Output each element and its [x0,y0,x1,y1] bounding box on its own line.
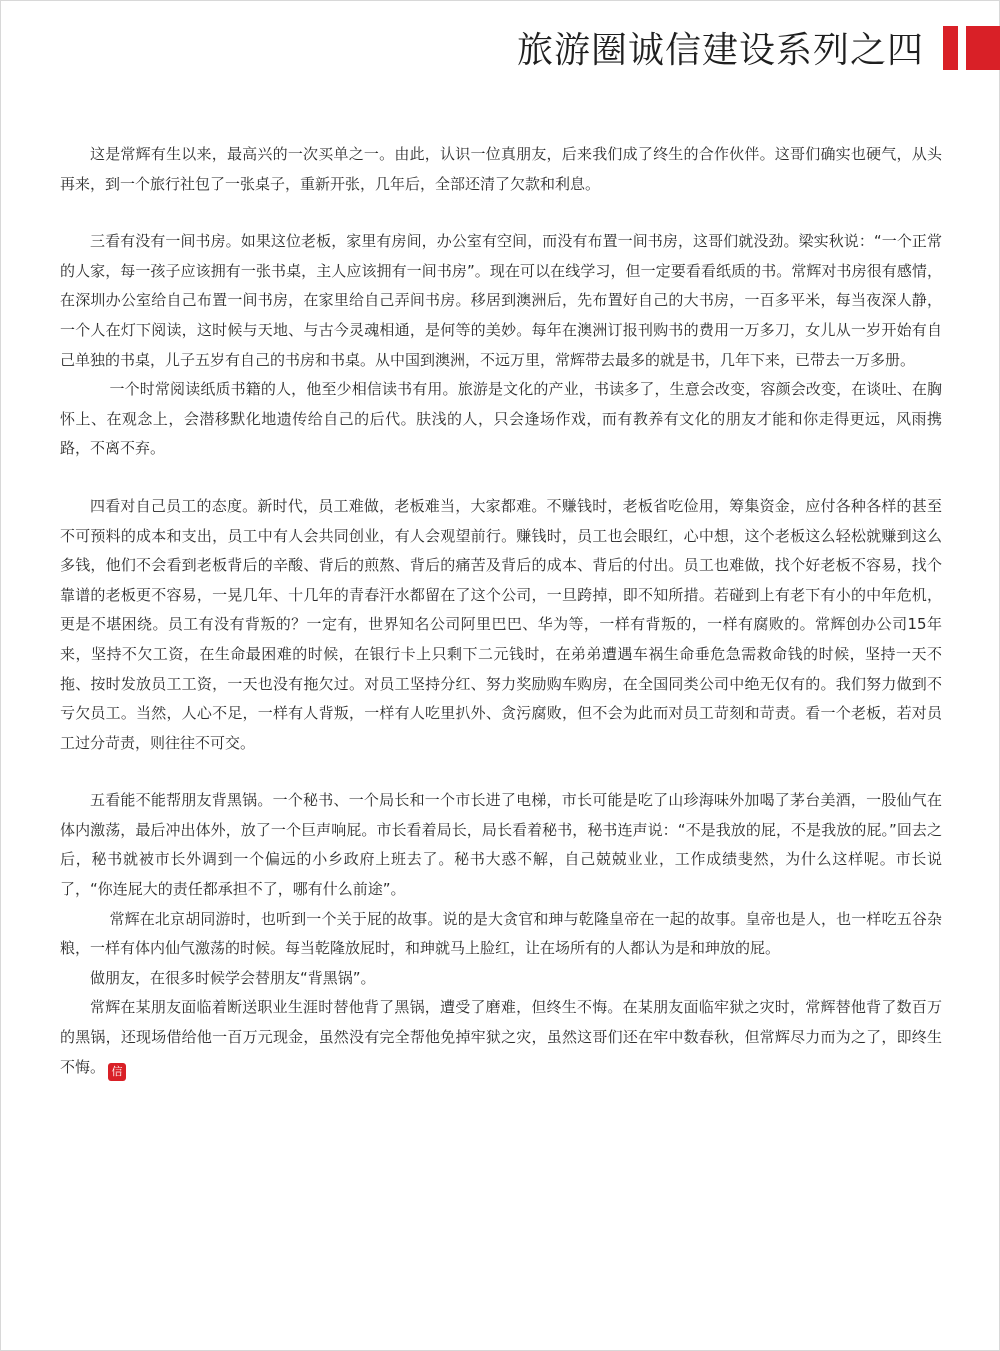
paragraph-study-room: 三看有没有一间书房。如果这位老板，家里有房间，办公室有空间，而没有布置一间书房，这哥们就没劲。梁实秋说：“一个正常的人家，每一孩子应该拥有一张书桌，主人应该拥有一间书房”。现在可以在线学习，但一定要看看纸质的书。常辉对书房很有感情，在深圳办公室给自己布置一间书房，在家里给自己弄间书房。移居到澳洲后，先布置好自己的大书房，一百多平米，每当夜深人静，一个人在灯下阅读，这时候与天地、与古今灵魂相通，是何等的美妙。每年在澳洲订报刊购书的费用一万多刀，女儿从一岁开始有自己单独的书桌，儿子五岁有自己的书房和书桌。从中国到澳洲，不远万里，常辉带去最多的就是书，几年下来，已带去一万多册。 [60,232,942,369]
paragraph-buy-the-bill: 这是常辉有生以来，最高兴的一次买单之一。由此，认识一位真朋友，后来我们成了终生的合作伙伴。这哥们确实也硬气，从头再来，到一个旅行社包了一张桌子，重新开张，几年后，全部还清了欠款和利息。 [60,145,942,193]
paragraph-hutong-story: 常辉在北京胡同游时，也听到一个关于屁的故事。说的是大贪官和珅与乾隆皇帝在一起的故事。皇帝也是人，也一样吃五谷杂粮，一样有体内仙气激荡的时候。每当乾隆放屁时，和珅就马上脸红，让在场所有的人都认为是和珅放的屁。 [60,909,942,958]
paragraph-gap [60,199,942,227]
paragraph-gap [60,464,942,492]
header-accent-bar [943,26,958,70]
paragraph-staff-attitude: 四看对自己员工的态度。新时代，员工难做，老板难当，大家都难。不赚钱时，老板省吃俭用，筹集资金，应付各种各样的甚至不可预料的成本和支出，员工中有人会共同创业，有人会观望前行。赚钱时，员工也会眼红，心中想，这个老板这么轻松就赚到这么多钱，他们不会看到老板背后的辛酸、背后的煎熬、背后的痛苦及背后的成本、背后的付出。员工也难做，找个好老板不容易，找个靠谱的老板更不容易，一晃几年、十几年的青春汗水都留在了这个公司，一旦跨掉，即不知所措。若碰到上有老下有小的中年危机，更是不堪困绕。员工有没有背叛的？一定有，世界知名公司阿里巴巴、华为等，一样有背叛的，一样有腐败的。常辉创办公司15年来，坚持不欠工资，在生命最困难的时候，在银行卡上只剩下二元钱时，在弟弟遭遇车祸生命垂危急需救命钱的时候，坚持一天不拖、按时发放员工工资，一天也没有拖欠过。对员工坚持分红、努力奖励购车购房，在全国同类公司中绝无仅有的。我们努力做到不亏欠员工。当然，人心不足，一样有人背叛，一样有人吃里扒外、贪污腐败，但不会为此而对员工苛刻和苛责。看一个老板，若对员工过分苛责，则往往不可交。 [60,496,942,752]
article-body [60,140,942,1082]
paragraph-take-blame: 五看能不能帮朋友背黑锅。一个秘书、一个局长和一个市长进了电梯，市长可能是吃了山珍海味外加喝了茅台美酒，一股仙气在体内激荡，最后冲出体外，放了一个巨声响屁。市长看着局长，局长看着秘书，秘书连声说：“不是我放的屁，不是我放的屁。”回去之后，秘书就被市长外调到一个偏远的小乡政府上班去了。秘书大惑不解，自己兢兢业业，工作成绩斐然，为什么这样呢。市长说了，“你连屁大的责任都承担不了，哪有什么前途”。 [60,791,942,899]
paragraph-gap [60,758,942,786]
page-title: 旅游圈诚信建设系列之四 [516,30,924,71]
paragraph-friendship: 做朋友，在很多时候学会替朋友“背黑锅”。 [90,968,376,987]
paragraph-reading: 一个时常阅读纸质书籍的人，他至少相信读书有用。旅游是文化的产业，书读多了，生意会改变，容颜会改变，在谈吐、在胸怀上、在观念上，会潜移默化地遗传给自己的后代。肤浅的人，只会逢场作戏，而有教养有文化的朋友才能和你走得更远，风雨携路，不离不弃。 [60,380,942,458]
closing-text: 常辉在某朋友面临着断送职业生涯时替他背了黑锅，遭受了磨难，但终生不悔。在某朋友面临牢狱之灾时，常辉替他背了数百万的黑锅，还现场借给他一百万元现金，虽然没有完全帮他免掉牢狱之灾，虽然这哥们还在牢中数春秋，但常辉尽力而为之了，即终生不悔。 [60,998,942,1076]
end-seal-icon: 信 [108,1063,126,1081]
paragraph-closing [60,993,942,1082]
header-accent-tab [966,26,1000,70]
